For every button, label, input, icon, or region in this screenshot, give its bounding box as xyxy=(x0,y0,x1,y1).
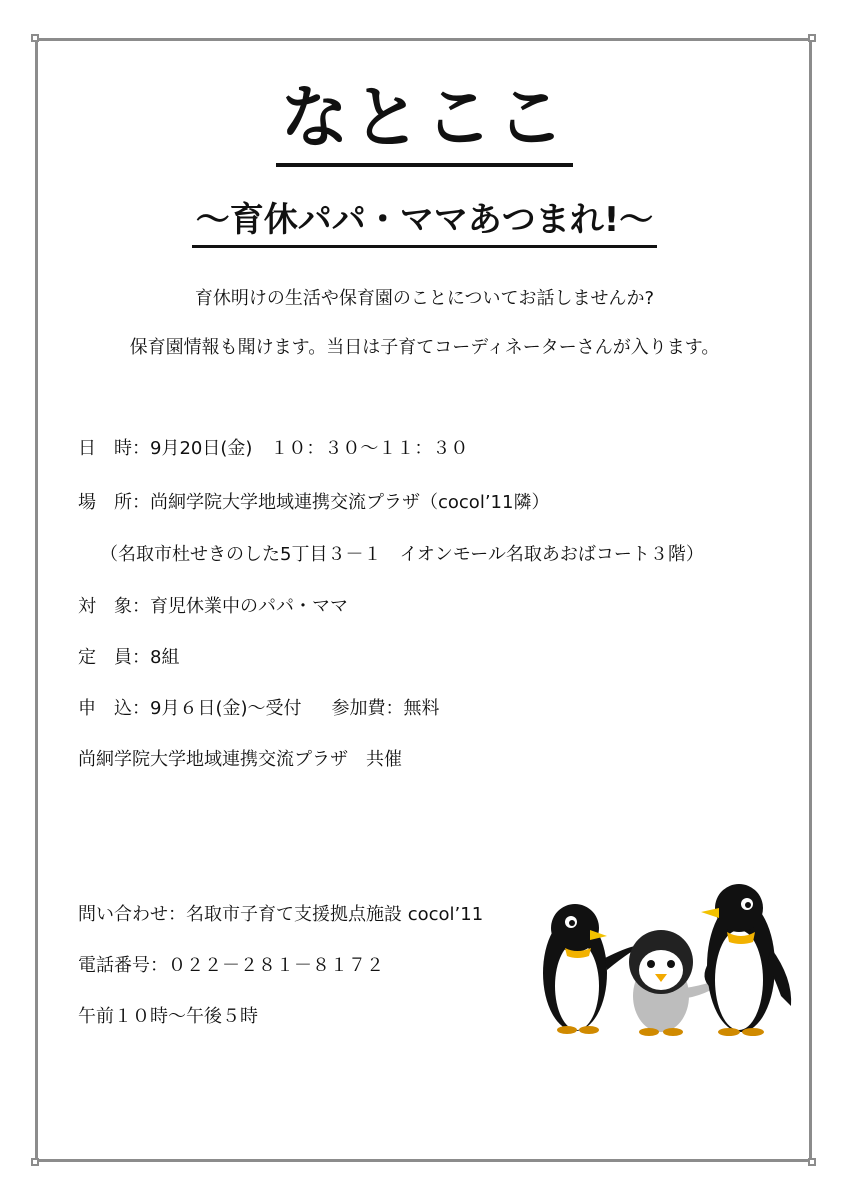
page-title xyxy=(0,79,849,167)
contact-hours: 午前１０時〜午後５時 xyxy=(78,1006,258,1027)
event-cohost: 尚絅学院大学地域連携交流プラザ 共催 xyxy=(78,749,402,770)
contact-inquiry: 問い合わせ：名取市子育て支援拠点施設 cocol’11 xyxy=(78,904,484,925)
border-corner xyxy=(31,1158,39,1166)
penguin-chick-icon xyxy=(629,930,711,1036)
intro-line: 保育園情報も聞けます。当日は子育てコーディネーターさんが入ります。 xyxy=(129,337,720,358)
border-corner xyxy=(808,34,816,42)
title-text: なとここ xyxy=(276,82,572,167)
event-datetime: 日 時：9月20日(金) １０：３０〜１１：３０ xyxy=(78,438,469,459)
subtitle-text: 〜育休パパ・ママあつまれ!〜 xyxy=(192,200,658,248)
border-corner xyxy=(31,34,39,42)
event-fee: 参加費：無料 xyxy=(331,698,440,719)
intro-line: 育休明けの生活や保育園のことについてお話しませんか? xyxy=(194,288,655,309)
penguin-family-icon xyxy=(535,878,805,1038)
event-target: 対 象：育児休業中のパパ・ママ xyxy=(78,596,348,617)
event-address: （名取市杜せきのした5丁目３－１ イオンモール名取あおばコート３階） xyxy=(100,544,704,565)
contact-phone: 電話番号：０２２－２８１－８１７２ xyxy=(78,955,384,976)
event-capacity: 定 員：8組 xyxy=(78,647,180,668)
penguin-left-icon xyxy=(543,904,635,1034)
event-place: 場 所：尚絅学院大学地域連携交流プラザ（cocol’11隣） xyxy=(78,492,550,513)
page-subtitle xyxy=(0,200,849,248)
border-corner xyxy=(808,1158,816,1166)
event-application: 申 込：9月６日(金)〜受付 xyxy=(78,698,302,719)
event-application-row xyxy=(78,694,440,720)
penguin-right-icon xyxy=(701,884,791,1036)
